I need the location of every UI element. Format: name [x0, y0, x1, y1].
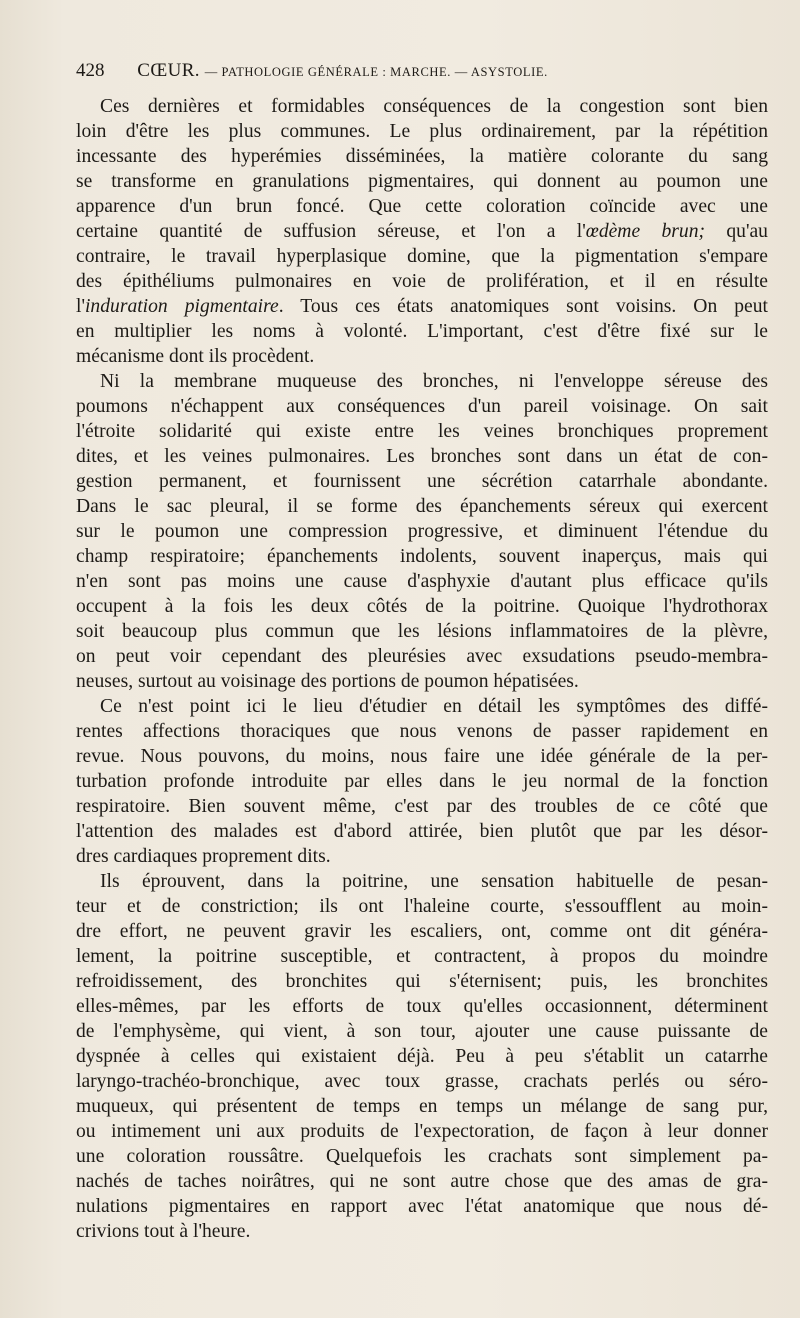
text-line: muqueux, qui présentent de temps en temps un mélange de sang pur,	[76, 1096, 768, 1117]
text-line: des épithéliums pulmonaires en voie de prolifération, et il en résulte	[76, 271, 768, 292]
text-line: poumons n'échappent aux conséquences d'un pareil voisinage. On sait	[76, 396, 768, 417]
running-subtitle: — PATHOLOGIE GÉNÉRALE : MARCHE. — ASYSTOLIE.	[204, 65, 548, 79]
text-line: elles-mêmes, par les efforts de toux qu'elles occasionnent, déterminent	[76, 996, 768, 1017]
text-line: neuses, surtout au voisinage des portions de poumon hépatisées.	[76, 671, 579, 692]
text-line: revue. Nous pouvons, du moins, nous faire une idée générale de la per-	[76, 746, 768, 767]
text-line: respiratoire. Bien souvent même, c'est par des troubles de ce côté que	[76, 796, 768, 817]
text-line: l'attention des malades est d'abord attirée, bien plutôt que par les désor-	[76, 821, 768, 842]
text-line: mécanisme dont ils procèdent.	[76, 346, 315, 367]
text-line: teur et de constriction; ils ont l'haleine courte, s'essoufflent au moin-	[76, 896, 768, 917]
text-line: l'étroite solidarité qui existe entre les veines bronchiques proprement	[76, 421, 768, 442]
line-text-before: certaine quantité de suffusion séreuse, et l'on a l'	[76, 221, 586, 242]
body-text	[76, 94, 768, 1244]
paragraph	[76, 94, 768, 369]
text-line: Ces dernières et formidables conséquences de la congestion sont bien	[100, 96, 768, 117]
text-line: incessante des hyperémies disséminées, la matière colorante du sang	[76, 146, 768, 167]
text-line: lement, la poitrine susceptible, et contractent, à propos du moindre	[76, 946, 768, 967]
text-line	[76, 219, 768, 244]
text-line: refroidissement, des bronchites qui s'éternisent; puis, les bronchites	[76, 971, 768, 992]
text-line: de l'emphysème, qui vient, à son tour, ajouter une cause puissante de	[76, 1021, 768, 1042]
text-line: loin d'être les plus communes. Le plus ordinairement, par la répétition	[76, 121, 768, 142]
text-line: apparence d'un brun foncé. Que cette coloration coïncide avec une	[76, 196, 768, 217]
paragraph	[76, 694, 768, 869]
text-line: rentes affections thoraciques que nous venons de passer rapidement en	[76, 721, 768, 742]
text-line: champ respiratoire; épanchements indolents, souvent inaperçus, mais qui	[76, 546, 768, 567]
text-line: crivions tout à l'heure.	[76, 1221, 251, 1242]
text-line: ou intimement uni aux produits de l'expectoration, de façon à leur donner	[76, 1121, 768, 1142]
line-text-before: l'	[76, 296, 85, 317]
page-number: 428	[76, 60, 105, 81]
text-line: Dans le sac pleural, il se forme des épanchements séreux qui exercent	[76, 496, 768, 517]
running-header	[76, 60, 776, 82]
text-line: Ce n'est point ici le lieu d'étudier en détail les symptômes des diffé-	[100, 696, 768, 717]
text-line: gestion permanent, et fournissent une sécrétion catarrhale abondante.	[76, 471, 768, 492]
paragraph	[76, 369, 768, 694]
italic-term: induration pigmentaire	[84, 296, 279, 317]
text-line: en multiplier les noms à volonté. L'important, c'est d'être fixé sur le	[76, 321, 768, 342]
text-line: dites, et les veines pulmonaires. Les bronches sont dans un état de con-	[76, 446, 768, 467]
italic-term: œdème brun;	[585, 221, 706, 242]
running-title: CŒUR.	[137, 60, 200, 81]
text-line: turbation profonde introduite par elles dans le jeu normal de la fonction	[76, 771, 768, 792]
text-line: laryngo-trachéo-bronchique, avec toux grasse, crachats perlés ou séro-	[76, 1071, 768, 1092]
text-line	[76, 294, 768, 319]
text-line: soit beaucoup plus commun que les lésions inflammatoires de la plèvre,	[76, 621, 768, 642]
text-line: n'en sont pas moins une cause d'asphyxie d'autant plus efficace qu'ils	[76, 571, 768, 592]
text-line: sur le poumon une compression progressive, et diminuent l'étendue du	[76, 521, 768, 542]
text-line: occupent à la fois les deux côtés de la poitrine. Quoique l'hydrothorax	[76, 596, 768, 617]
text-line: se transforme en granulations pigmentaires, qui donnent au poumon une	[76, 171, 768, 192]
paragraph	[76, 869, 768, 1244]
text-line: nulations pigmentaires en rapport avec l'état anatomique que nous dé-	[76, 1196, 768, 1217]
text-line: nachés de taches noirâtres, qui ne sont autre chose que des amas de gra-	[76, 1171, 768, 1192]
text-line: une coloration roussâtre. Quelquefois les crachats sont simplement pa-	[76, 1146, 768, 1167]
text-line: dyspnée à celles qui existaient déjà. Peu à peu s'établit un catarrhe	[76, 1046, 768, 1067]
text-line: Ils éprouvent, dans la poitrine, une sensation habituelle de pesan-	[100, 871, 768, 892]
text-line: dres cardiaques proprement dits.	[76, 846, 331, 867]
line-text-after: . Tous ces états anatomiques sont voisins. On peut	[278, 296, 768, 317]
text-line: Ni la membrane muqueuse des bronches, ni l'enveloppe séreuse des	[100, 371, 768, 392]
text-line: contraire, le travail hyperplasique domine, que la pigmentation s'empare	[76, 246, 768, 267]
text-line: on peut voir cependant des pleurésies avec exsudations pseudo-membra-	[76, 646, 768, 667]
text-line: dre effort, ne peuvent gravir les escaliers, ont, comme ont dit généra-	[76, 921, 768, 942]
line-text-after: qu'au	[705, 221, 768, 242]
